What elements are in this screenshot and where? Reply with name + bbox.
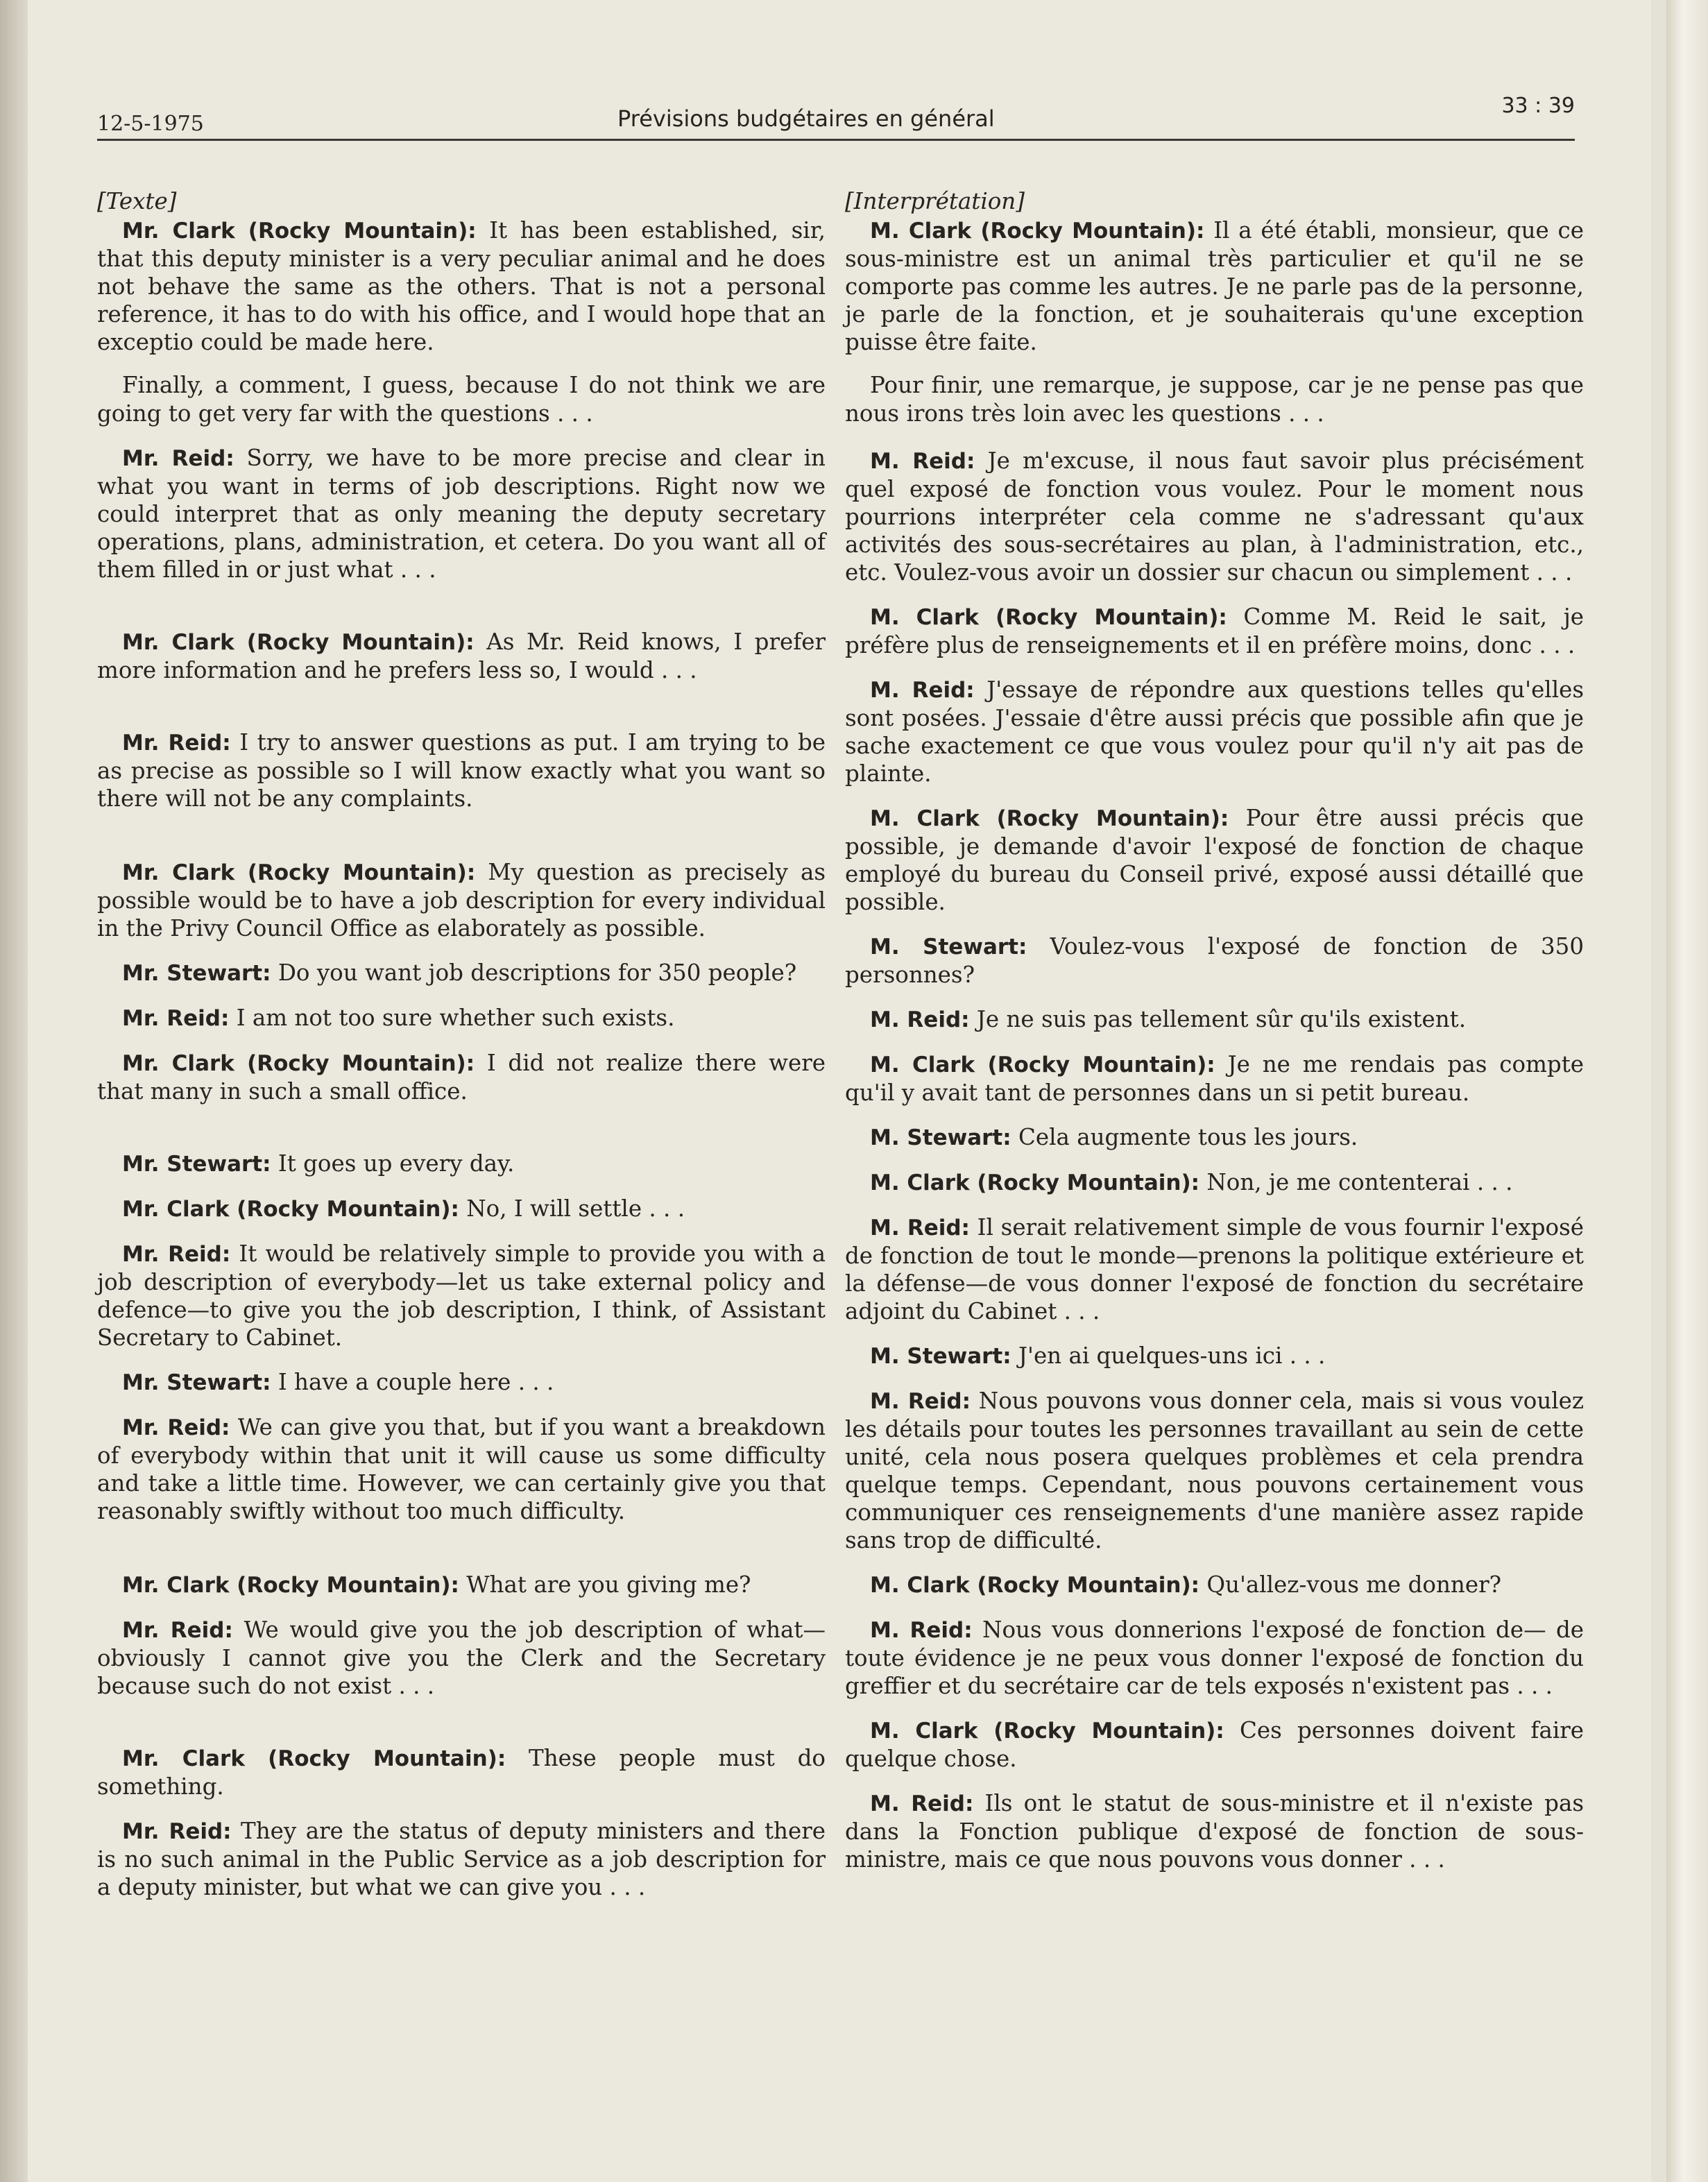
- speaker-name: M. Reid:: [870, 1216, 970, 1241]
- transcript-paragraph: [97, 1817, 826, 1901]
- header-title: Prévisions budgétaires en général: [617, 105, 995, 132]
- paragraph-text: Je ne me rendais pas compte qu'il y avait tant de personnes dans un si petit bureau.: [845, 1051, 1584, 1106]
- speaker-name: M. Clark (Rocky Mountain):: [870, 806, 1229, 831]
- speaker-name: M. Reid:: [870, 1389, 971, 1414]
- transcript-paragraph: [845, 1789, 1584, 1873]
- transcript-paragraph: [845, 932, 1584, 989]
- speaker-name: Mr. Reid:: [122, 1006, 230, 1031]
- paragraph-text: Pour finir, une remarque, je suppose, car je ne pense pas que nous irons très loin avec les questions . . .: [845, 372, 1584, 427]
- speaker-name: M. Reid:: [870, 449, 975, 474]
- transcript-paragraph: [845, 603, 1584, 659]
- speaker-name: Mr. Reid:: [122, 1618, 233, 1643]
- paragraph-text: Je ne suis pas tellement sûr qu'ils existent.: [969, 1006, 1467, 1032]
- paragraph-text: We can give you that, but if you want a breakdown of everybody within that unit it will cause us some difficulty and take a little time. However, we can certainly give you that reasonably swiftly without too much difficulty.: [97, 1414, 826, 1524]
- paragraph-text: My question as precisely as possible would be to have a job description for every individual in the Privy Council Office as elaborately as possible.: [97, 859, 826, 941]
- paragraph-text: Ces personnes doivent faire quelque chose.: [845, 1717, 1584, 1772]
- paragraph-text: As Mr. Reid knows, I prefer more information and he prefers less so, I would . . .: [97, 629, 826, 683]
- speaker-name: M. Clark (Rocky Mountain):: [870, 1170, 1200, 1195]
- section-label: [Interprétation]: [845, 188, 1025, 214]
- paragraph-text: It goes up every day.: [271, 1150, 515, 1177]
- speaker-name: M. Clark (Rocky Mountain):: [870, 219, 1205, 244]
- speaker-name: M. Clark (Rocky Mountain):: [870, 605, 1227, 630]
- transcript-paragraph: [845, 1005, 1584, 1034]
- speaker-name: Mr. Clark (Rocky Mountain):: [122, 1051, 475, 1076]
- paragraph-text: I have a couple here . . .: [271, 1369, 554, 1395]
- speaker-name: M. Stewart:: [870, 935, 1027, 960]
- paragraph-text: Comme M. Reid le sait, je préfère plus de renseignements et il en préfère moins, donc . . .: [845, 604, 1584, 658]
- paragraph-text: Il serait relativement simple de vous fournir l'exposé de fonction de tout le monde—prenons la politique extérieure et la défense—de vous donner l'exposé de fonction du secrétaire adjoint du Cabinet . . .: [845, 1214, 1584, 1324]
- transcript-paragraph: [845, 1387, 1584, 1554]
- speaker-name: Mr. Stewart:: [122, 1152, 271, 1177]
- paragraph-text: I try to answer questions as put. I am trying to be as precise as possible so I will know exactly what you want so there will not be any complaints.: [97, 729, 826, 812]
- paragraph-text: Ils ont le statut de sous-ministre et il n'existe pas dans la Fonction publique d'exposé de fonction de sous-ministre, mais ce que nous pouvons vous donner . . .: [845, 1790, 1584, 1873]
- transcript-paragraph: [97, 858, 826, 942]
- paragraph-text: Qu'allez-vous me donner?: [1199, 1571, 1502, 1598]
- transcript-paragraph: [97, 1616, 826, 1700]
- transcript-paragraph: [845, 1342, 1584, 1370]
- transcript-paragraph: [845, 1213, 1584, 1325]
- paragraph-text: Je m'excuse, il nous faut savoir plus précisément quel exposé de fonction vous voulez. Pour le moment nous pourrions interpréter cela comme ne s'adressant qu'aux activités des sous-secrétaires au plan, à l'administration, etc., etc. Voulez-vous avoir un dossier sur chacun ou simplement . . .: [845, 448, 1584, 586]
- paragraph-text: I did not realize there were that many in such a small office.: [97, 1050, 826, 1105]
- transcript-paragraph: [97, 1413, 826, 1525]
- speaker-name: Mr. Reid:: [122, 731, 231, 756]
- paragraph-text: Do you want job descriptions for 350 people?: [271, 960, 797, 986]
- header-page-number: 33 : 39: [1501, 94, 1575, 118]
- speaker-name: M. Reid:: [870, 1791, 974, 1816]
- paragraph-text: These people must do something.: [97, 1745, 826, 1800]
- speaker-name: Mr. Clark (Rocky Mountain):: [122, 219, 477, 244]
- transcript-paragraph: [97, 1368, 826, 1397]
- book-binding-shadow: [0, 0, 28, 2182]
- transcript-paragraph: [97, 728, 826, 812]
- transcript-paragraph: [845, 1616, 1584, 1700]
- transcript-paragraph: [97, 959, 826, 987]
- page-header: [97, 83, 1575, 141]
- speaker-name: Mr. Clark (Rocky Mountain):: [122, 1197, 459, 1222]
- paragraph-text: Cela augmente tous les jours.: [1011, 1124, 1358, 1150]
- french-column: [845, 187, 1584, 1873]
- transcript-paragraph: [97, 1195, 826, 1223]
- speaker-name: Mr. Clark (Rocky Mountain):: [122, 630, 475, 655]
- speaker-name: Mr. Reid:: [122, 1415, 230, 1440]
- speaker-name: Mr. Clark (Rocky Mountain):: [122, 1573, 459, 1598]
- paragraph-text: It has been established, sir, that this deputy minister is a very peculiar animal and he does not behave the same as the others. That is not a personal reference, it has to do with his office, and I would hope that an exceptio could be made here.: [97, 217, 826, 355]
- transcript-paragraph: [97, 216, 826, 356]
- speaker-name: M. Reid:: [870, 1618, 973, 1643]
- paragraph-text: J'essaye de répondre aux questions telles qu'elles sont posées. J'essaie d'être aussi précis que possible afin que je sache exactement ce que vous voulez pour qu'il n'y ait pas de plainte.: [845, 676, 1584, 787]
- transcript-paragraph: [845, 1168, 1584, 1197]
- transcript-paragraph: [845, 1716, 1584, 1773]
- section-label: [Texte]: [97, 188, 177, 214]
- paragraph-text: J'en ai quelques-uns ici . . .: [1011, 1343, 1326, 1369]
- paragraph-text: I am not too sure whether such exists.: [229, 1005, 675, 1031]
- paragraph-text: No, I will settle . . .: [459, 1195, 685, 1222]
- transcript-paragraph: [845, 1123, 1584, 1152]
- transcript-paragraph: [845, 804, 1584, 916]
- transcript-paragraph: [845, 447, 1584, 586]
- transcript-paragraph: [97, 628, 826, 684]
- transcript-paragraph: [97, 1240, 826, 1352]
- paragraph-text: Non, je me contenterai . . .: [1199, 1169, 1513, 1195]
- transcript-paragraph: [845, 371, 1584, 427]
- paragraph-text: Il a été établi, monsieur, que ce sous-ministre est un animal très particulier et qu'il ne se comporte pas comme les autres. Je ne parle pas de la personne, je parle de la fonction, et je souhaiterais qu'une exception puisse être faite.: [845, 217, 1584, 355]
- paragraph-text: Finally, a comment, I guess, because I do not think we are going to get very far with the questions . . .: [97, 372, 826, 427]
- speaker-name: M. Clark (Rocky Mountain):: [870, 1573, 1200, 1598]
- transcript-paragraph: [97, 371, 826, 427]
- transcript-paragraph: [97, 1571, 826, 1599]
- speaker-name: Mr. Stewart:: [122, 961, 271, 986]
- transcript-paragraph: [97, 1150, 826, 1178]
- paragraph-text: Sorry, we have to be more precise and clear in what you want in terms of job descriptions. Right now we could interpret that as only meaning the deputy secretary operations, plans, administration, et cetera. Do you want all of them filled in or just what . . .: [97, 445, 826, 583]
- transcript-paragraph: [97, 444, 826, 583]
- transcript-paragraph: [97, 1744, 826, 1800]
- speaker-name: Mr. Clark (Rocky Mountain):: [122, 1746, 506, 1771]
- paragraph-text: It would be relatively simple to provide you with a job description of everybody—let us take external policy and defence—to give you the job description, I think, of Assistant Secretary to Cabinet.: [97, 1241, 826, 1351]
- paragraph-text: We would give you the job description of what—obviously I cannot give you the Clerk and the Secretary because such do not exist . . .: [97, 1617, 826, 1699]
- transcript-paragraph: [97, 1049, 826, 1105]
- speaker-name: Mr. Reid:: [122, 446, 234, 471]
- paragraph-text: Voulez-vous l'exposé de fonction de 350 personnes?: [845, 933, 1584, 988]
- speaker-name: M. Clark (Rocky Mountain):: [870, 1052, 1215, 1077]
- page-edge: [1666, 0, 1708, 2182]
- paragraph-text: Pour être aussi précis que possible, je demande d'avoir l'exposé de fonction de chaque employé du bureau du Conseil privé, exposé aussi détaillé que possible.: [845, 805, 1584, 915]
- speaker-name: Mr. Clark (Rocky Mountain):: [122, 860, 476, 885]
- speaker-name: M. Stewart:: [870, 1344, 1011, 1369]
- speaker-name: Mr. Reid:: [122, 1242, 231, 1267]
- paragraph-text: What are you giving me?: [459, 1571, 751, 1598]
- speaker-name: Mr. Stewart:: [122, 1370, 271, 1395]
- transcript-paragraph: [845, 1050, 1584, 1107]
- paragraph-text: Nous pouvons vous donner cela, mais si vous voulez les détails pour toutes les personnes travaillant au sein de cette unité, cela nous posera quelques problèmes et cela prendra quelque temps. Cependant, nous pouvons certainement vous communiquer ces renseignements d'une manière assez rapide sans trop de difficulté.: [845, 1388, 1584, 1553]
- header-date: 12-5-1975: [97, 112, 204, 136]
- transcript-paragraph: [845, 216, 1584, 356]
- paragraph-text: Nous vous donnerions l'exposé de fonction de— de toute évidence je ne peux vous donner l'exposé de fonction du greffier et du secrétaire car de tels exposés n'existent pas . . .: [845, 1617, 1585, 1699]
- english-column: [97, 187, 826, 1901]
- speaker-name: M. Stewart:: [870, 1125, 1011, 1150]
- transcript-paragraph: [97, 1004, 826, 1032]
- transcript-paragraph: [845, 676, 1584, 787]
- speaker-name: Mr. Reid:: [122, 1819, 232, 1844]
- speaker-name: M. Reid:: [870, 1007, 970, 1032]
- transcript-paragraph: [845, 1571, 1584, 1599]
- speaker-name: M. Clark (Rocky Mountain):: [870, 1719, 1224, 1744]
- speaker-name: M. Reid:: [870, 678, 975, 703]
- paragraph-text: They are the status of deputy ministers and there is no such animal in the Public Service as a job description for a deputy minister, but what we can give you . . .: [97, 1818, 826, 1900]
